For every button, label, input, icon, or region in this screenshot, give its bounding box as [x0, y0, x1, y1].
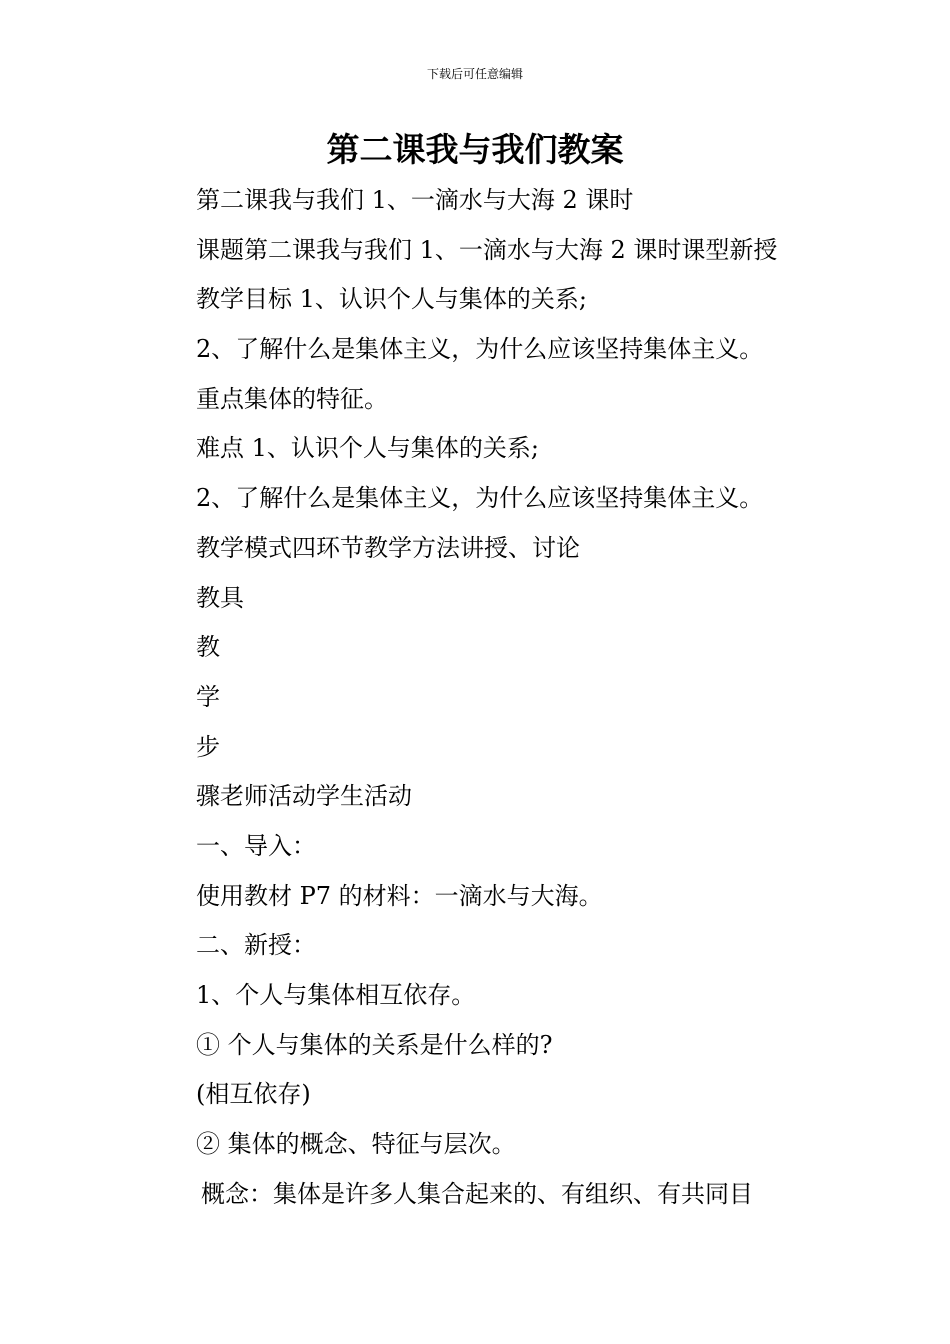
text-line: 步 [196, 732, 220, 761]
text-line: 课题第二课我与我们 1、一滴水与大海 2 课时课型新授 [196, 235, 778, 264]
header-note: 下载后可任意编辑 [426, 67, 523, 81]
text-line: 1、个人与集体相互依存。 [196, 981, 476, 1009]
text-line: 概念：集体是许多人集合起来的、有组织、有共同目 [201, 1179, 753, 1208]
text-line: ① 个人与集体的关系是什么样的? [196, 1030, 553, 1059]
text-line: (相互依存) [196, 1080, 311, 1109]
text-line: ② 集体的概念、特征与层次。 [196, 1130, 516, 1159]
text-line: 难点 1、认识个人与集体的关系; [196, 434, 539, 463]
document-body [196, 178, 836, 1221]
text-line: 重点集体的特征。 [196, 384, 388, 413]
text-line: 教具 [196, 583, 244, 612]
text-line: 学 [196, 682, 220, 711]
text-line: 2、了解什么是集体主义，为什么应该坚持集体主义。 [196, 335, 764, 364]
document-title: 第二课我与我们教案 [326, 130, 624, 169]
text-line: 使用教材 P7 的材料：一滴水与大海。 [196, 881, 603, 910]
text-line: 二、新授： [196, 931, 316, 960]
text-line: 一、导入： [196, 831, 316, 860]
text-line: 教学目标 1、认识个人与集体的关系; [196, 285, 587, 314]
text-line: 第二课我与我们 1、一滴水与大海 2 课时 [196, 186, 634, 214]
text-line: 教学模式四环节教学方法讲授、讨论 [196, 533, 580, 562]
text-line: 2、了解什么是集体主义，为什么应该坚持集体主义。 [196, 484, 764, 513]
text-line: 教 [196, 633, 220, 662]
text-line: 骤老师活动学生活动 [196, 782, 412, 811]
